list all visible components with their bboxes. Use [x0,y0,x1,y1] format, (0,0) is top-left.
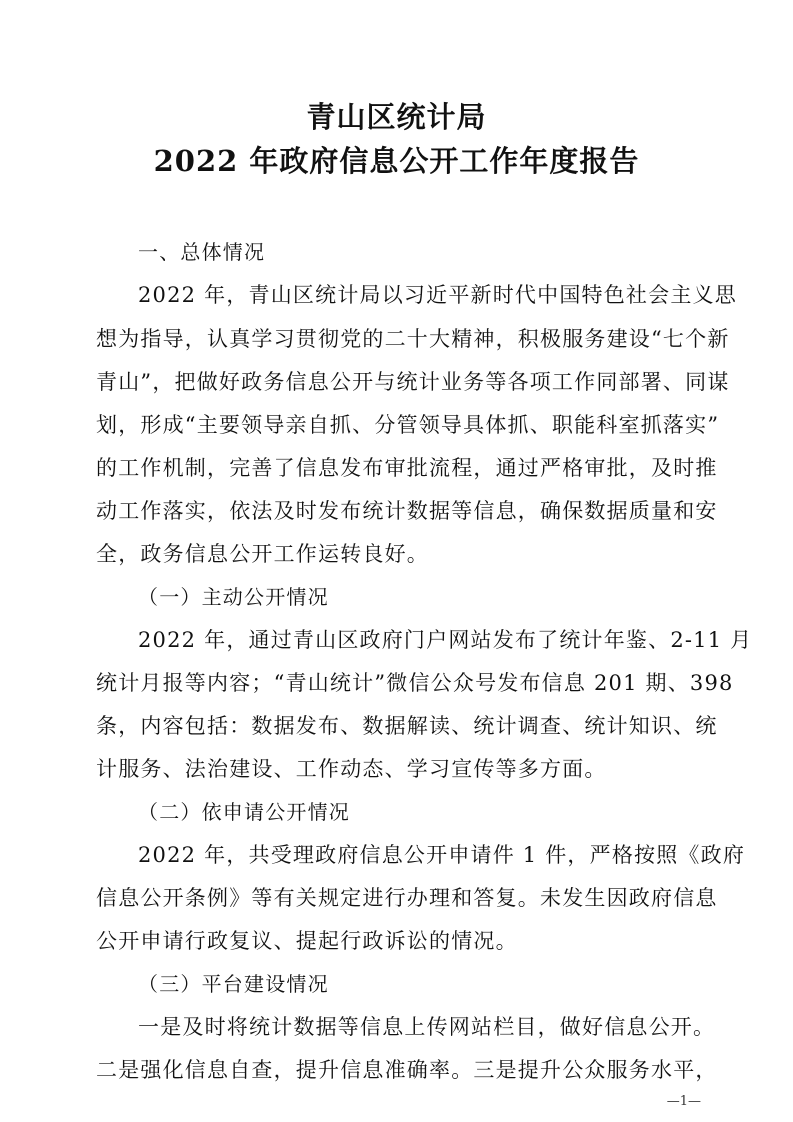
paragraph-line: 的工作机制，完善了信息发布审批流程，通过严格审批，及时推 [96,456,718,480]
subsection-heading-request-disclosure: （二）依申请公开情况 [138,800,350,824]
paragraph-line: 全，政务信息公开工作运转良好。 [96,542,429,566]
page-number: —1— [666,1094,701,1109]
paragraph-line: 信息公开条例》等有关规定进行办理和答复。未发生因政府信息 [96,886,718,910]
paragraph-line: 条，内容包括：数据发布、数据解读、统计调查、统计知识、统 [96,714,718,738]
section-heading-overview: 一、总体情况 [138,240,266,264]
paragraph-line: 2022 年，共受理政府信息公开申请件 1 件，严格按照《政府 [138,843,746,867]
subsection-heading-platform-building: （三）平台建设情况 [138,972,329,996]
paragraph-line: 动工作落实，依法及时发布统计数据等信息，确保数据质量和安 [96,499,718,523]
paragraph-line: 2022 年，通过青山区政府门户网站发布了统计年鉴、2-11 月 [138,628,753,652]
document-title-line1: 青山区统计局 [306,100,487,134]
document-title-line2: 2022 年政府信息公开工作年度报告 [153,144,640,178]
paragraph-line: 一是及时将统计数据等信息上传网站栏目，做好信息公开。 [138,1015,716,1039]
paragraph-line: 二是强化信息自查，提升信息准确率。三是提升公众服务水平， [96,1058,718,1082]
paragraph-line: 计服务、法治建设、工作动态、学习宣传等多方面。 [96,757,607,781]
paragraph-line: 统计月报等内容；“青山统计”微信公众号发布信息 201 期、398 [96,671,734,695]
subsection-heading-active-disclosure: （一）主动公开情况 [138,585,329,609]
paragraph-line: 划，形成“主要领导亲自抓、分管领导具体抓、职能科室抓落实” [96,413,720,437]
paragraph-line: 公开申请行政复议、提起行政诉讼的情况。 [96,929,518,953]
paragraph-line: 想为指导，认真学习贯彻党的二十大精神，积极服务建设“七个新 [96,327,730,351]
paragraph-line: 青山”，把做好政务信息公开与统计业务等各项工作同部署、同谋 [96,370,730,394]
paragraph-line: 2022 年，青山区统计局以习近平新时代中国特色社会主义思 [138,283,737,307]
